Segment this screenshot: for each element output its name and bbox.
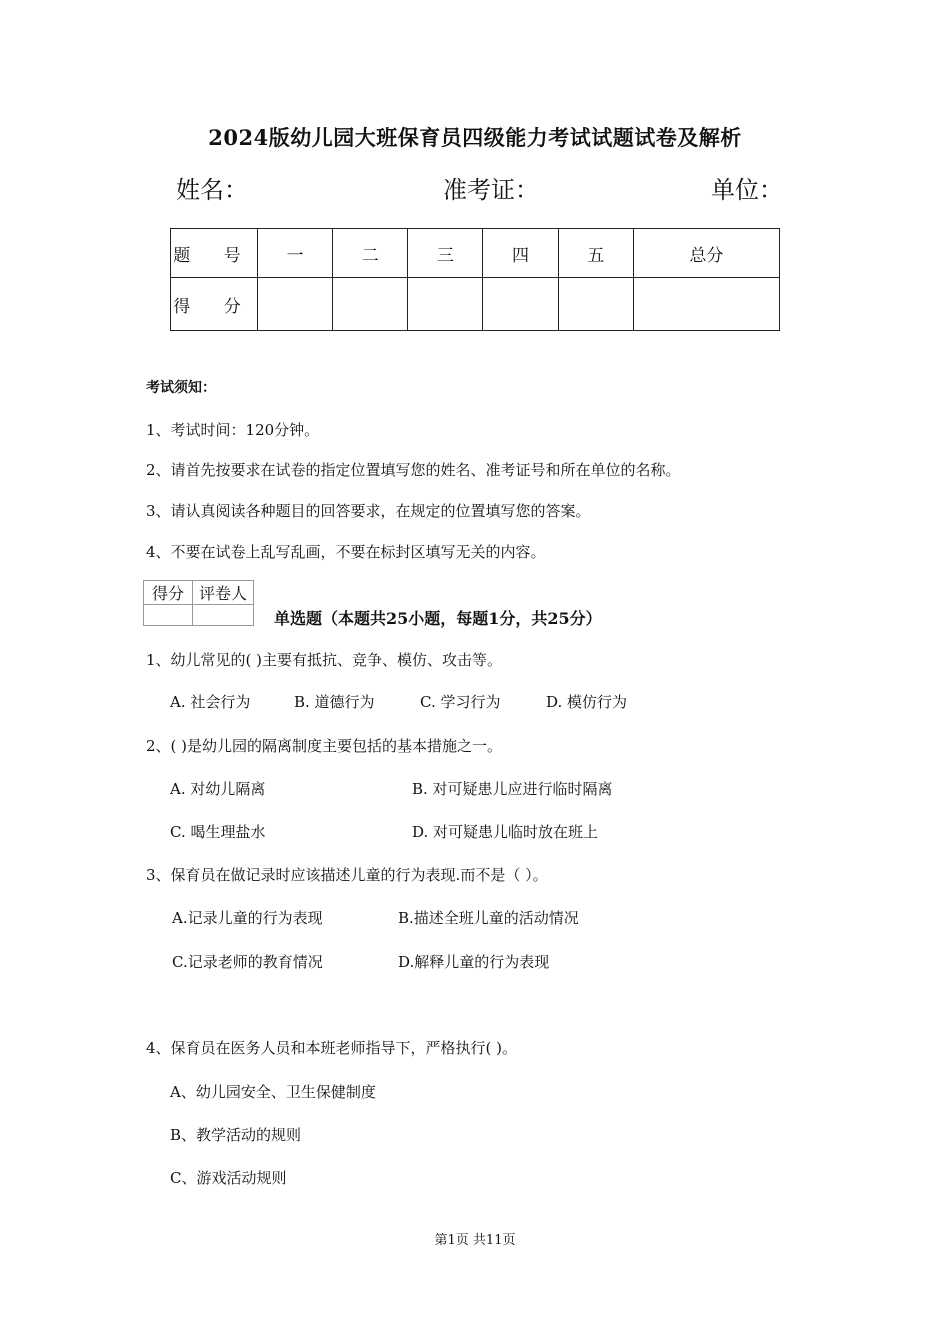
question-number-label: 题 号 xyxy=(171,229,258,278)
option-b[interactable]: B. 对可疑患儿应进行临时隔离 xyxy=(412,780,613,798)
score-cell[interactable] xyxy=(633,278,779,331)
grader-score-label: 得分 xyxy=(144,581,193,605)
option-d[interactable]: D. 对可疑患儿临时放在班上 xyxy=(412,823,599,841)
option-d[interactable]: D. 模仿行为 xyxy=(546,693,628,711)
score-cell[interactable] xyxy=(258,278,333,331)
option-c[interactable]: C. 喝生理盐水 xyxy=(170,823,266,841)
column-header: 四 xyxy=(483,229,558,278)
column-header: 二 xyxy=(333,229,408,278)
score-table xyxy=(170,228,780,331)
option-b[interactable]: B、教学活动的规则 xyxy=(170,1126,302,1144)
grader-name-label: 评卷人 xyxy=(193,581,254,605)
option-a[interactable]: A、幼儿园安全、卫生保健制度 xyxy=(170,1083,376,1101)
option-c[interactable]: C.记录老师的教育情况 xyxy=(172,953,323,971)
grader-name-cell[interactable] xyxy=(193,605,254,626)
question-stem: 4、保育员在医务人员和本班老师指导下，严格执行( )。 xyxy=(146,1039,518,1057)
notice-item: 1、考试时间：120分钟。 xyxy=(146,421,320,439)
notice-title: 考试须知： xyxy=(146,380,216,396)
question-stem: 3、保育员在做记录时应该描述儿童的行为表现.而不是（ ）。 xyxy=(146,866,548,884)
notice-item: 3、请认真阅读各种题目的回答要求，在规定的位置填写您的答案。 xyxy=(146,502,591,520)
score-cell[interactable] xyxy=(558,278,633,331)
section-title: 单选题（本题共25小题，每题1分，共25分） xyxy=(274,609,602,628)
column-header: 一 xyxy=(258,229,333,278)
column-header: 三 xyxy=(408,229,483,278)
name-field-label: 姓名： xyxy=(176,176,248,204)
option-a[interactable]: A. 社会行为 xyxy=(170,693,251,711)
option-b[interactable]: B. 道德行为 xyxy=(294,693,375,711)
page-footer: 第1页 共11页 xyxy=(434,1233,516,1248)
column-header: 五 xyxy=(558,229,633,278)
question-stem: 1、幼儿常见的( )主要有抵抗、竞争、模仿、攻击等。 xyxy=(146,651,503,669)
option-b[interactable]: B.描述全班儿童的活动情况 xyxy=(398,909,579,927)
option-d[interactable]: D.解释儿童的行为表现 xyxy=(398,953,550,971)
column-header: 总分 xyxy=(633,229,779,278)
score-cell[interactable] xyxy=(408,278,483,331)
exam-id-field-label: 准考证： xyxy=(443,176,539,204)
score-cell[interactable] xyxy=(333,278,408,331)
grader-table xyxy=(143,580,254,626)
option-a[interactable]: A.记录儿童的行为表现 xyxy=(172,909,323,927)
score-cell[interactable] xyxy=(483,278,558,331)
notice-item: 2、请首先按要求在试卷的指定位置填写您的姓名、准考证号和所在单位的名称。 xyxy=(146,461,681,479)
option-a[interactable]: A. 对幼儿隔离 xyxy=(170,780,266,798)
page-title: 2024版幼儿园大班保育员四级能力考试试题试卷及解析 xyxy=(208,125,742,150)
grader-score-cell[interactable] xyxy=(144,605,193,626)
option-c[interactable]: C. 学习行为 xyxy=(420,693,501,711)
question-stem: 2、( )是幼儿园的隔离制度主要包括的基本措施之一。 xyxy=(146,737,503,755)
notice-item: 4、不要在试卷上乱写乱画，不要在标封区填写无关的内容。 xyxy=(146,543,546,561)
unit-field-label: 单位： xyxy=(711,176,783,204)
score-row-label: 得 分 xyxy=(171,278,258,331)
option-c[interactable]: C、游戏活动规则 xyxy=(170,1169,287,1187)
